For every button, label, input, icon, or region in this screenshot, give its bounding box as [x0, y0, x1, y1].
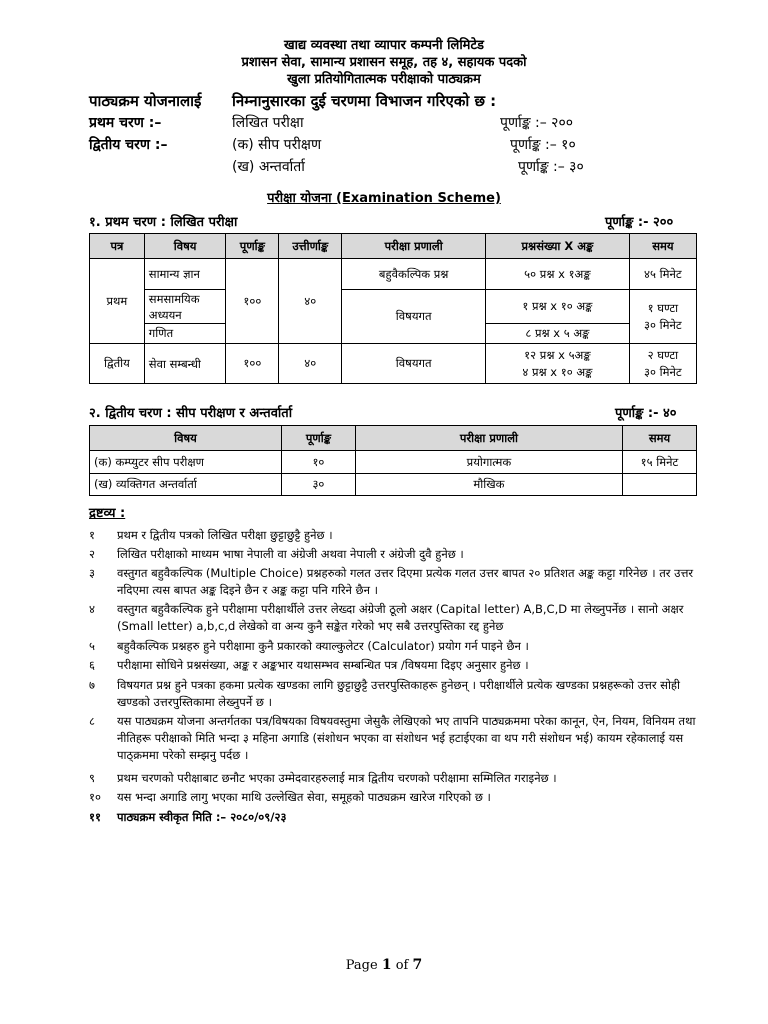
note-item	[89, 638, 697, 655]
stage3-exam: (ख) अन्तर्वार्ता	[232, 159, 305, 175]
intro-text: निम्नानुसारका दुई चरणमा विभाजन गरिएको छ :	[232, 92, 497, 110]
skill-interview-table	[89, 425, 697, 496]
note-item	[89, 565, 697, 599]
subject-cell: गणित	[144, 324, 226, 344]
col-subject: विषय	[144, 234, 226, 259]
subject-cell: सेवा सम्बन्धी	[144, 344, 226, 384]
table-row	[90, 474, 697, 496]
marks-cell: ३०	[281, 474, 355, 496]
note-text: लिखित परीक्षाको माध्यम भाषा नेपाली वा अंग्रेजी अथवा नेपाली र अंग्रेजी दुवै हुनेछ ।	[117, 547, 464, 561]
section2-marks: पूर्णाङ्क :- ४०	[615, 406, 677, 421]
note-text: यस पाठ्यक्रम योजना अन्तर्गतका पत्र/विषयका विषयवस्तुमा जेसुकै लेखिएको भए तापनि पाठ्यक्रममा परेका कानून, ऐन, नियम, विनियम तथा नीतिहरू परीक्षाको मिति भन्दा ३ महिना अगाडि (संशोधन भएका वा संशोधन भई हटाईएका वा थप गरी संशोधन भई) कायम रहेकालाई यस पाठ्क्रममा परेको सम्झनु पर्दछ ।	[117, 714, 696, 762]
questions-line: ४ प्रश्न x १० अङ्क	[522, 364, 593, 379]
paper-name: द्वितीय	[90, 344, 145, 384]
time-cell: ४५ मिनेट	[629, 259, 696, 290]
note-text: विषयगत प्रश्न हुने पत्रका हकमा प्रत्येक खण्डका लागि छुट्टाछुट्टै उत्तरपुस्तिकाहरू हुनेछन् । परीक्षार्थीले प्रत्येक खण्डका प्रश्नहरूको उत्तर सोही खण्डको उत्तरपुस्तिकामा लेख्नुपर्ने छ ।	[117, 678, 681, 709]
system-cell: विषयगत	[342, 290, 486, 344]
note-number: ९	[89, 771, 95, 785]
subject-cell: सामान्य ज्ञान	[144, 259, 226, 290]
table-header-row	[90, 234, 697, 259]
note-number: १०	[89, 790, 101, 804]
stage1-marks: पूर्णाङ्क :– २००	[500, 115, 574, 131]
note-item	[89, 546, 697, 563]
stage1-exam: लिखित परीक्षा	[232, 115, 304, 131]
stage1-label: प्रथम चरण :–	[89, 115, 162, 131]
pass-marks-cell: ४०	[279, 259, 342, 344]
note-item	[89, 789, 697, 806]
table-row	[90, 290, 697, 324]
intro-label: पाठ्यक्रम योजनालाई	[89, 92, 202, 110]
exam-title: खुला प्रतियोगितात्मक परीक्षाको पाठ्यक्रम	[287, 72, 481, 87]
note-item	[89, 527, 697, 544]
scheme-title: परीक्षा योजना (Examination Scheme)	[267, 191, 501, 206]
note-text: परीक्षामा सोधिने प्रश्नसंख्या, अङ्क र अङ्कभार यथासम्भव सम्बन्धित पत्र /विषयमा दिइए अनुसार हुनेछ ।	[117, 658, 529, 672]
time-hours: १ घण्टा	[647, 300, 679, 315]
note-number: ३	[89, 566, 95, 580]
pass-marks-cell: ४०	[279, 344, 342, 384]
subject-cell: समसामयिक अध्ययन	[144, 290, 226, 324]
questions-cell: ५० प्रश्न x १अङ्क	[486, 259, 630, 290]
note-text: प्रथम र द्वितीय पत्रको लिखित परीक्षा छुट्टाछुट्टै हुनेछ ।	[117, 528, 333, 542]
note-item	[89, 657, 697, 674]
note-number: ८	[89, 714, 95, 728]
note-number: २	[89, 547, 95, 561]
system-cell: मौखिक	[355, 474, 622, 496]
note-number: ७	[89, 678, 95, 692]
questions-cell	[486, 344, 630, 384]
page-prefix: Page	[345, 958, 378, 973]
note-number: १	[89, 528, 95, 542]
section1-marks: पूर्णाङ्क :- २००	[605, 215, 674, 230]
col-exam-system: परीक्षा प्रणाली	[342, 234, 486, 259]
note-item	[89, 770, 697, 787]
table-row	[90, 344, 697, 384]
questions-line: १२ प्रश्न x ५अङ्क	[524, 347, 591, 362]
system-cell: विषयगत	[342, 344, 486, 384]
full-marks-cell: १००	[226, 259, 279, 344]
marks-cell: १०	[281, 451, 355, 474]
note-text: यस भन्दा अगाडि लागु भएका माथि उल्लेखित सेवा, समूहको पाठ्यक्रम खारेज गरिएको छ ।	[117, 790, 491, 804]
system-cell: बहुवैकल्पिक प्रश्न	[342, 259, 486, 290]
note-text: बहुवैकल्पिक प्रश्नहरु हुने परीक्षामा कुनै प्रकारको क्याल्कुलेटर (Calculator) प्रयोग गर्न पाइने छैन ।	[117, 639, 529, 653]
table-row	[90, 451, 697, 474]
note-number: ६	[89, 658, 95, 672]
col-questions: प्रश्नसंख्या X अङ्क	[486, 234, 630, 259]
col-paper: पत्र	[90, 234, 145, 259]
time-hours: २ घण्टा	[647, 347, 679, 362]
time-minutes: ३० मिनेट	[644, 364, 682, 379]
questions-cell: १ प्रश्न x १० अङ्क	[486, 290, 630, 324]
section2-title: २. द्वितीय चरण : सीप परीक्षण र अन्तर्वार्ता	[89, 406, 293, 421]
col-time: समय	[629, 234, 696, 259]
table-row	[90, 259, 697, 290]
stage2-exam: (क) सीप परीक्षण	[232, 137, 322, 153]
table-header-row	[90, 426, 697, 451]
col-full-marks: पूर्णाङ्क	[281, 426, 355, 451]
org-title: खाद्य व्यवस्था तथा व्यापार कम्पनी लिमिटेड	[284, 38, 484, 53]
subject-cell: (ख) व्यक्तिगत अन्तर्वार्ता	[90, 474, 282, 496]
section1-title: १. प्रथम चरण : लिखित परीक्षा	[89, 215, 238, 230]
page-of: of	[395, 958, 409, 973]
note-text: वस्तुगत बहुवैकल्पिक हुने परीक्षामा परीक्षार्थीले उत्तर लेख्दा अंग्रेजी ठूलो अक्षर (Capital letter) A,B,C,D मा लेख्नुपर्नेछ । सानो अक्षर (Small letter) a,b,c,d लेखेको वा अन्य कुनै सङ्केत गरेको भए सबै उत्तरपुस्तिका रद्द हुनेछ	[117, 602, 684, 633]
note-item	[89, 809, 697, 826]
note-text: वस्तुगत बहुवैकल्पिक (Multiple Choice) प्रश्नहरुको गलत उत्तर दिएमा प्रत्येक गलत उत्तर बापत २० प्रतिशत अङ्क कट्टा गरिनेछ । तर उत्तर नदिएमा त्यस बापत अङ्क दिइने छैन र अङ्क कट्टा पनि गरिने छैन ।	[117, 566, 694, 597]
system-cell: प्रयोगात्मक	[355, 451, 622, 474]
note-number: ४	[89, 602, 95, 616]
note-number: ५	[89, 639, 95, 653]
stage2-marks: पूर्णाङ्क :– १०	[510, 137, 576, 153]
written-exam-table	[89, 233, 697, 384]
time-cell	[622, 474, 696, 496]
note-text: प्रथम चरणको परीक्षाबाट छनौट भएका उम्मेदवारहरुलाई मात्र द्वितीय चरणको परीक्षामा सम्मिलित गराइनेछ ।	[117, 771, 557, 785]
paper-name: प्रथम	[90, 259, 145, 344]
col-pass-marks: उत्तीर्णाङ्क	[279, 234, 342, 259]
note-item	[89, 713, 697, 764]
stage2-label: द्वितीय चरण :–	[89, 137, 168, 153]
note-item	[89, 677, 697, 711]
stage3-marks: पूर्णाङ्क :– ३०	[518, 159, 584, 175]
notes-title: द्रष्टव्य :	[89, 506, 126, 521]
time-minutes: ३० मिनेट	[644, 317, 682, 332]
col-exam-system: परीक्षा प्रणाली	[355, 426, 622, 451]
page-current: 1	[381, 957, 392, 973]
page-footer	[0, 957, 768, 973]
service-title: प्रशासन सेवा, सामान्य प्रशासन समूह, तह ४, सहायक पदको	[241, 55, 527, 70]
col-subject: विषय	[90, 426, 282, 451]
note-item	[89, 601, 697, 635]
col-full-marks: पूर्णाङ्क	[226, 234, 279, 259]
subject-cell: (क) कम्प्युटर सीप परीक्षण	[90, 451, 282, 474]
page-total: 7	[412, 957, 423, 973]
time-cell	[629, 344, 696, 384]
questions-cell: ८ प्रश्न x ५ अङ्क	[486, 324, 630, 344]
note-text: पाठ्यक्रम स्वीकृत मिति :– २०८०/०९/२३	[117, 810, 287, 824]
time-cell: १५ मिनेट	[622, 451, 696, 474]
note-number: ११	[89, 810, 101, 824]
time-cell	[629, 290, 696, 344]
full-marks-cell: १००	[226, 344, 279, 384]
col-time: समय	[622, 426, 696, 451]
